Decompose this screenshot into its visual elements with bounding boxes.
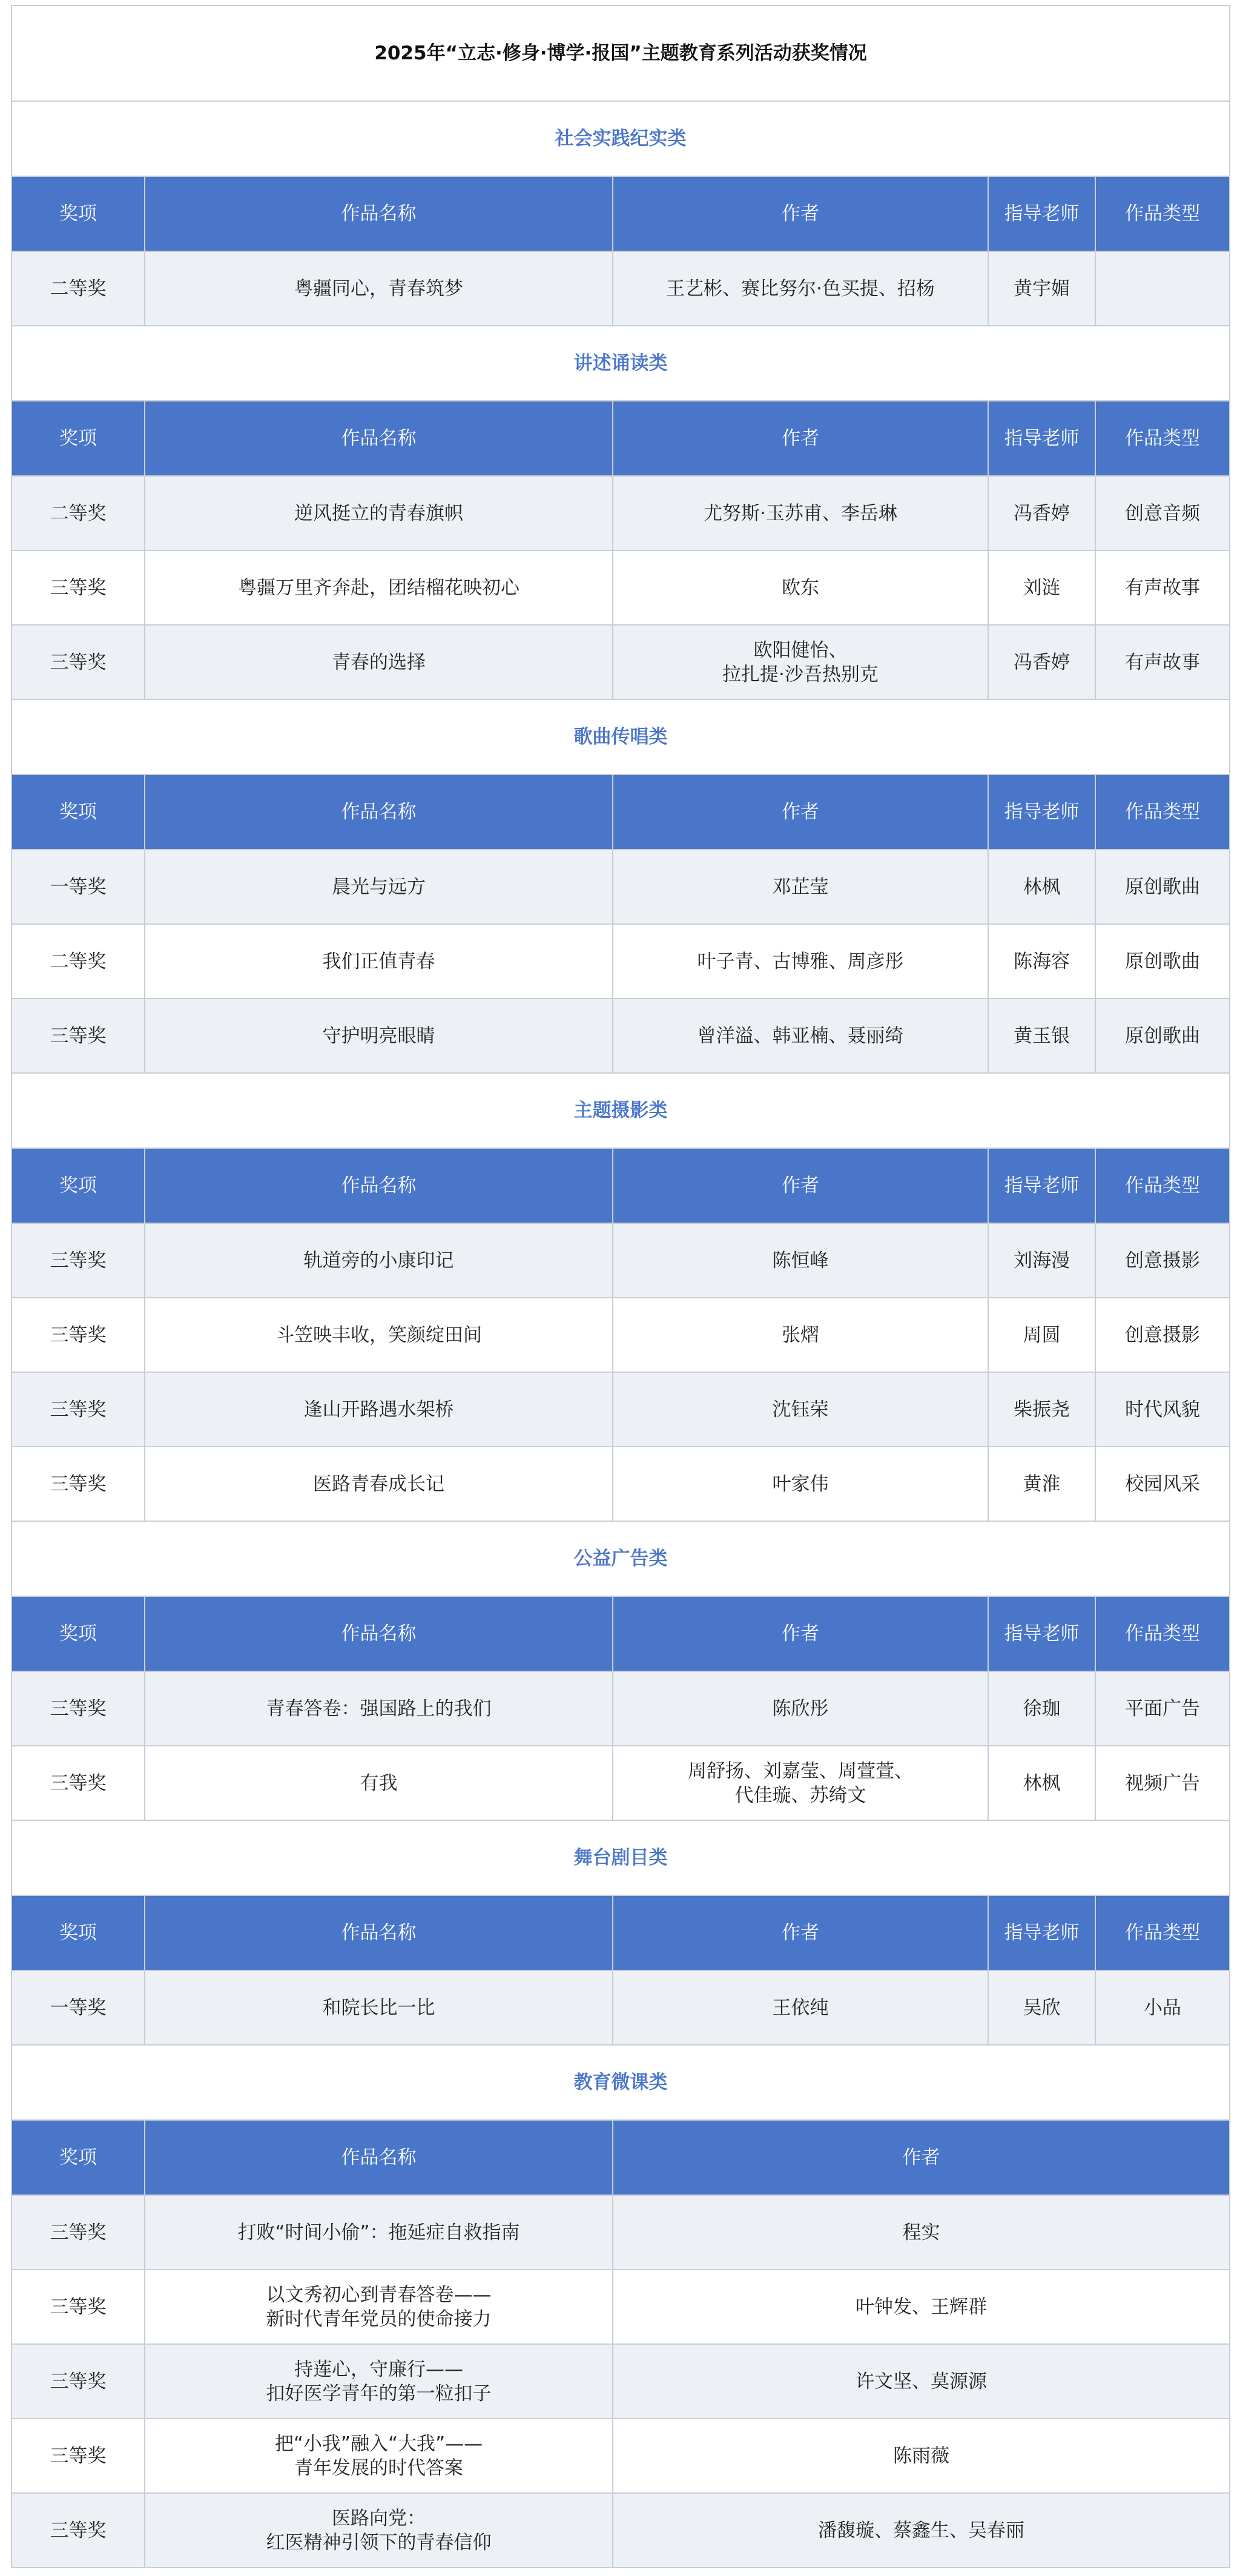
header-award: 奖项	[12, 1596, 145, 1671]
header-teacher: 指导老师	[988, 774, 1095, 850]
cell-work: 逢山开路遇水架桥	[145, 1372, 613, 1447]
header-type: 作品类型	[1095, 774, 1230, 850]
title-row	[12, 5, 1230, 101]
cell-type: 小品	[1095, 1970, 1230, 2045]
cell-work: 斗笠映丰收，笑颜绽田间	[145, 1298, 613, 1372]
cell-author: 叶家伟	[613, 1447, 988, 1521]
cell-author: 欧阳健怡、 拉扎提·沙吾热别克	[613, 625, 988, 699]
table-header-row	[12, 1596, 1230, 1671]
cell-award: 三等奖	[12, 550, 145, 625]
cell-author: 曾洋溢、韩亚楠、聂丽绮	[613, 999, 988, 1073]
table-row	[12, 2493, 1230, 2568]
cell-author: 王艺彬、赛比努尔·色买提、招杨	[613, 251, 988, 326]
cell-author: 陈欣彤	[613, 1671, 988, 1746]
category-title: 主题摄影类	[12, 1073, 1230, 1148]
cell-type: 创意摄影	[1095, 1298, 1230, 1372]
table-row	[12, 999, 1230, 1073]
header-award: 奖项	[12, 2120, 145, 2195]
category-row	[12, 101, 1230, 176]
awards-table	[11, 5, 1230, 2568]
header-teacher: 指导老师	[988, 1596, 1095, 1671]
header-type: 作品类型	[1095, 1148, 1230, 1223]
table-row	[12, 1671, 1230, 1746]
table-header-row	[12, 774, 1230, 850]
table-header-row	[12, 2120, 1230, 2195]
cell-author: 王依纯	[613, 1970, 988, 2045]
header-work: 作品名称	[145, 1148, 613, 1223]
header-teacher: 指导老师	[988, 1895, 1095, 1970]
cell-author: 潘馥璇、蔡鑫生、吴春丽	[613, 2493, 1230, 2568]
cell-award: 三等奖	[12, 1447, 145, 1521]
cell-work: 粤疆同心，青春筑梦	[145, 251, 613, 326]
table-row	[12, 1223, 1230, 1298]
cell-teacher: 周圆	[988, 1298, 1095, 1372]
cell-teacher: 刘海漫	[988, 1223, 1095, 1298]
table-row	[12, 476, 1230, 550]
cell-award: 三等奖	[12, 999, 145, 1073]
cell-author: 叶钟发、王辉群	[613, 2270, 1230, 2344]
cell-award: 三等奖	[12, 2270, 145, 2344]
cell-work: 青春的选择	[145, 625, 613, 699]
cell-type: 原创歌曲	[1095, 850, 1230, 924]
cell-work: 守护明亮眼睛	[145, 999, 613, 1073]
cell-author: 陈恒峰	[613, 1223, 988, 1298]
cell-type: 原创歌曲	[1095, 999, 1230, 1073]
category-row	[12, 326, 1230, 401]
header-teacher: 指导老师	[988, 1148, 1095, 1223]
table-row	[12, 2344, 1230, 2419]
header-author: 作者	[613, 176, 988, 251]
table-row	[12, 1746, 1230, 1820]
cell-award: 三等奖	[12, 2419, 145, 2493]
cell-work: 持莲心，守廉行—— 扣好医学青年的第一粒扣子	[145, 2344, 613, 2419]
cell-type: 视频广告	[1095, 1746, 1230, 1820]
cell-award: 二等奖	[12, 924, 145, 999]
cell-work: 有我	[145, 1746, 613, 1820]
cell-award: 三等奖	[12, 1372, 145, 1447]
category-title: 教育微课类	[12, 2045, 1230, 2120]
header-type: 作品类型	[1095, 176, 1230, 251]
header-work: 作品名称	[145, 2120, 613, 2195]
cell-work: 医路向党： 红医精神引领下的青春信仰	[145, 2493, 613, 2568]
cell-award: 三等奖	[12, 625, 145, 699]
table-row	[12, 2270, 1230, 2344]
cell-teacher: 黄淮	[988, 1447, 1095, 1521]
cell-teacher: 刘涟	[988, 550, 1095, 625]
cell-work: 打败“时间小偷”：拖延症自救指南	[145, 2195, 613, 2270]
cell-work: 医路青春成长记	[145, 1447, 613, 1521]
table-header-row	[12, 401, 1230, 476]
table-row	[12, 550, 1230, 625]
header-author: 作者	[613, 2120, 1230, 2195]
category-row	[12, 2045, 1230, 2120]
table-header-row	[12, 176, 1230, 251]
category-row	[12, 1521, 1230, 1596]
cell-work: 和院长比一比	[145, 1970, 613, 2045]
category-row	[12, 699, 1230, 774]
cell-teacher: 冯香婷	[988, 476, 1095, 550]
cell-author: 陈雨薇	[613, 2419, 1230, 2493]
cell-author: 尤努斯·玉苏甫、李岳琳	[613, 476, 988, 550]
cell-teacher: 徐珈	[988, 1671, 1095, 1746]
cell-work: 晨光与远方	[145, 850, 613, 924]
header-award: 奖项	[12, 401, 145, 476]
cell-award: 一等奖	[12, 1970, 145, 2045]
table-row	[12, 1970, 1230, 2045]
header-author: 作者	[613, 1596, 988, 1671]
cell-type: 原创歌曲	[1095, 924, 1230, 999]
header-work: 作品名称	[145, 774, 613, 850]
header-award: 奖项	[12, 774, 145, 850]
cell-teacher: 黄玉银	[988, 999, 1095, 1073]
cell-type: 有声故事	[1095, 625, 1230, 699]
table-row	[12, 1372, 1230, 1447]
table-row	[12, 251, 1230, 326]
cell-type: 校园风采	[1095, 1447, 1230, 1521]
cell-work: 把“小我”融入“大我”—— 青年发展的时代答案	[145, 2419, 613, 2493]
cell-work: 我们正值青春	[145, 924, 613, 999]
cell-type: 创意音频	[1095, 476, 1230, 550]
category-row	[12, 1073, 1230, 1148]
table-header-row	[12, 1895, 1230, 1970]
cell-type: 创意摄影	[1095, 1223, 1230, 1298]
cell-author: 程实	[613, 2195, 1230, 2270]
header-type: 作品类型	[1095, 1596, 1230, 1671]
cell-type: 时代风貌	[1095, 1372, 1230, 1447]
category-title: 社会实践纪实类	[12, 101, 1230, 176]
category-title: 歌曲传唱类	[12, 699, 1230, 774]
header-type: 作品类型	[1095, 1895, 1230, 1970]
cell-work: 逆风挺立的青春旗帜	[145, 476, 613, 550]
header-award: 奖项	[12, 1148, 145, 1223]
table-row	[12, 2419, 1230, 2493]
header-work: 作品名称	[145, 1895, 613, 1970]
cell-author: 周舒扬、刘嘉莹、周萱萱、 代佳璇、苏绮文	[613, 1746, 988, 1820]
table-row	[12, 850, 1230, 924]
cell-type: 平面广告	[1095, 1671, 1230, 1746]
table-row	[12, 1298, 1230, 1372]
header-work: 作品名称	[145, 176, 613, 251]
header-award: 奖项	[12, 176, 145, 251]
table-row	[12, 2195, 1230, 2270]
cell-teacher: 吴欣	[988, 1970, 1095, 2045]
table-row	[12, 1447, 1230, 1521]
category-title: 公益广告类	[12, 1521, 1230, 1596]
table-row	[12, 625, 1230, 699]
cell-teacher: 冯香婷	[988, 625, 1095, 699]
header-author: 作者	[613, 774, 988, 850]
header-author: 作者	[613, 1895, 988, 1970]
cell-work: 粤疆万里齐奔赴，团结榴花映初心	[145, 550, 613, 625]
category-title: 讲述诵读类	[12, 326, 1230, 401]
cell-type: 有声故事	[1095, 550, 1230, 625]
cell-award: 三等奖	[12, 1746, 145, 1820]
header-teacher: 指导老师	[988, 401, 1095, 476]
header-work: 作品名称	[145, 401, 613, 476]
table-row	[12, 924, 1230, 999]
page-title: 2025年“立志·修身·博学·报国”主题教育系列活动获奖情况	[12, 5, 1230, 101]
cell-author: 张熠	[613, 1298, 988, 1372]
cell-teacher: 黄宇媚	[988, 251, 1095, 326]
category-title: 舞台剧目类	[12, 1820, 1230, 1895]
cell-author: 欧东	[613, 550, 988, 625]
cell-award: 三等奖	[12, 2344, 145, 2419]
cell-award: 三等奖	[12, 2195, 145, 2270]
cell-award: 二等奖	[12, 251, 145, 326]
header-work: 作品名称	[145, 1596, 613, 1671]
cell-teacher: 陈海容	[988, 924, 1095, 999]
header-teacher: 指导老师	[988, 176, 1095, 251]
cell-teacher: 林枫	[988, 850, 1095, 924]
cell-teacher: 柴振尧	[988, 1372, 1095, 1447]
cell-work: 轨道旁的小康印记	[145, 1223, 613, 1298]
header-author: 作者	[613, 401, 988, 476]
cell-award: 二等奖	[12, 476, 145, 550]
header-author: 作者	[613, 1148, 988, 1223]
cell-author: 许文坚、莫源源	[613, 2344, 1230, 2419]
table-header-row	[12, 1148, 1230, 1223]
cell-work: 青春答卷：强国路上的我们	[145, 1671, 613, 1746]
cell-award: 三等奖	[12, 1671, 145, 1746]
cell-author: 沈钰荣	[613, 1372, 988, 1447]
cell-award: 三等奖	[12, 1298, 145, 1372]
cell-type	[1095, 251, 1230, 326]
cell-work: 以文秀初心到青春答卷—— 新时代青年党员的使命接力	[145, 2270, 613, 2344]
category-row	[12, 1820, 1230, 1895]
header-award: 奖项	[12, 1895, 145, 1970]
cell-award: 三等奖	[12, 2493, 145, 2568]
cell-award: 一等奖	[12, 850, 145, 924]
cell-author: 叶子青、古博雅、周彦彤	[613, 924, 988, 999]
header-type: 作品类型	[1095, 401, 1230, 476]
cell-teacher: 林枫	[988, 1746, 1095, 1820]
cell-author: 邓芷莹	[613, 850, 988, 924]
cell-award: 三等奖	[12, 1223, 145, 1298]
